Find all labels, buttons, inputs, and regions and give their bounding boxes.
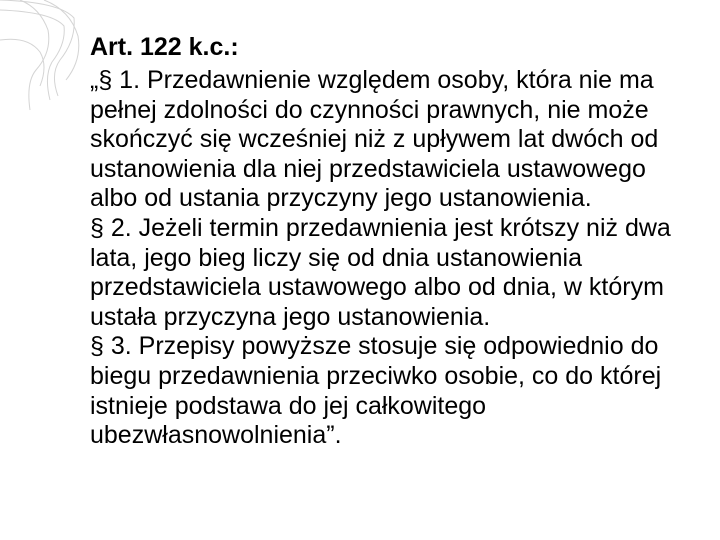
paragraph-3: § 3. Przepisy powyższe stosuje się odpowiednio do biegu przedawnienia przeciwko osobie, co do której istnieje podstawa do jej całkowitego ubezwłasnowolnienia”.: [90, 332, 662, 450]
article-heading: Art. 122 k.c.:: [90, 33, 239, 61]
paragraph-2: § 2. Jeżeli termin przedawnienia jest krótszy niż dwa lata, jego bieg liczy się od dnia ustanowienia przedstawiciela ustawowego albo od dnia, w którym ustała przyczyna jego ustanowienia.: [90, 213, 671, 331]
paragraph-1: „§ 1. Przedawnienie względem osoby, która nie ma pełnej zdolności do czynności prawnych, nie może skończyć się wcześniej niż z upływem lat dwóch od ustanowienia dla niej przedstawiciela ustawowego albo od ustania przyczyny jego ustanowienia.: [90, 66, 659, 213]
article-text: [90, 32, 700, 451]
corner-ornament: [0, 0, 90, 120]
